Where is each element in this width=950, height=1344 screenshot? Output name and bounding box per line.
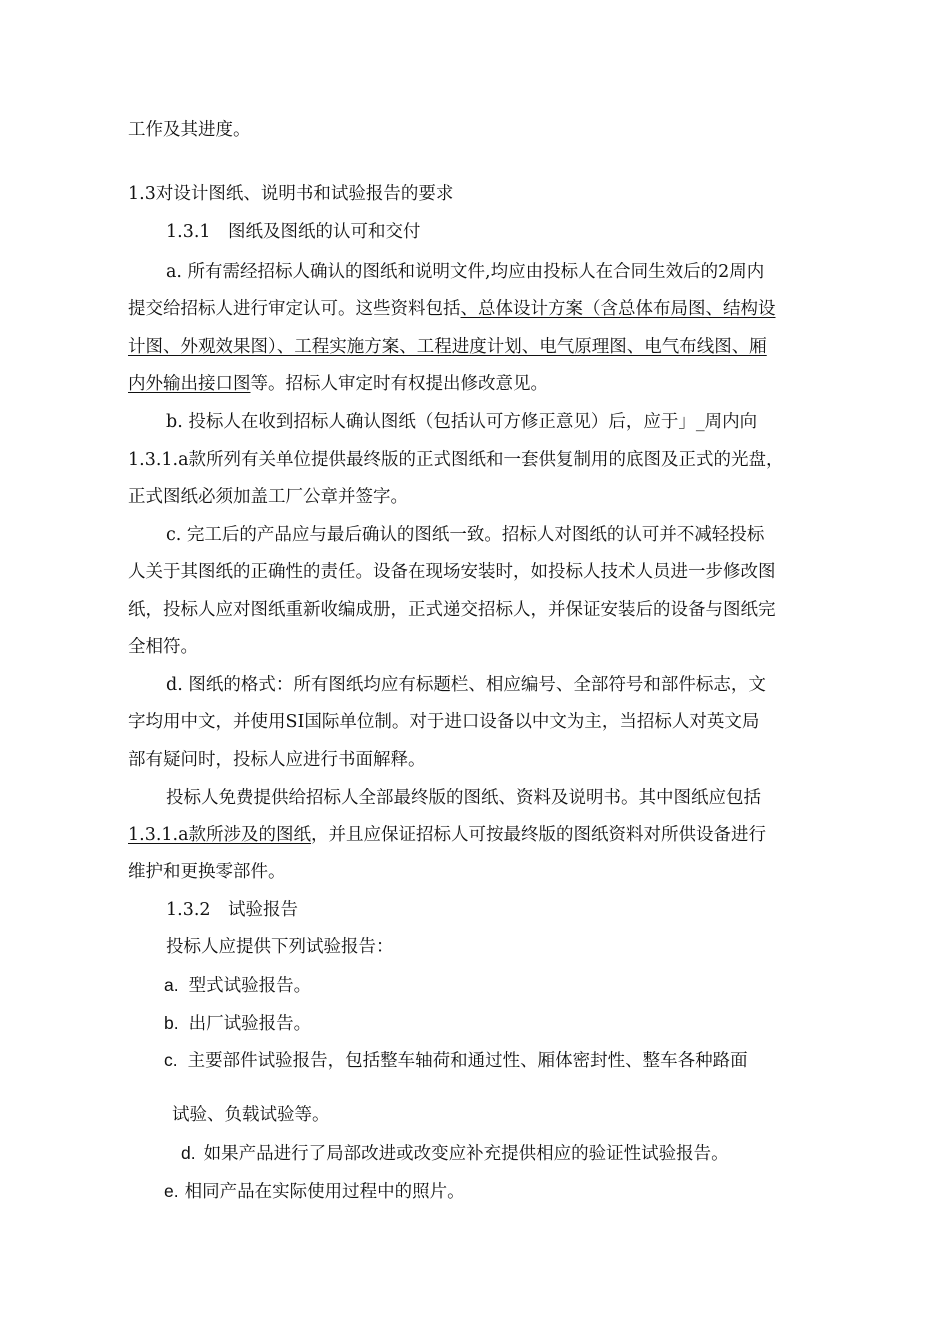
underlined-text: 、总体设计方案（含总体布局图、结构设 — [460, 299, 776, 319]
subsection-heading: 1.3.2 试验报告 — [166, 900, 299, 920]
list-marker: a. — [164, 975, 179, 995]
list-item — [164, 1010, 311, 1037]
list-marker: b. — [164, 1013, 179, 1033]
subsection-heading: 1.3.1 图纸及图纸的认可和交付 — [166, 222, 421, 242]
paragraph-text: ，并且应保证招标人可按最终版的图纸资料对所供设备进行 — [311, 825, 767, 845]
underlined-text: 内外输出接口图 — [128, 374, 251, 394]
paragraph-line: c. 完工后的产品应与最后确认的图纸一致。招标人对图纸的认可并不减轻投标 — [166, 525, 765, 545]
paragraph-line: 投标人免费提供给招标人全部最终版的图纸、资料及说明书。其中图纸应包括 — [166, 788, 761, 808]
paragraph-line: a. 所有需经招标人确认的图纸和说明文件,均应由投标人在合同生效后的2周内 — [166, 262, 765, 282]
paragraph-line: 正式图纸必须加盖工厂公章并签字。 — [128, 487, 408, 507]
paragraph-line: 字均用中文，并使用SI国际单位制。对于进口设备以中文为主，当招标人对英文局 — [128, 712, 760, 732]
list-item — [164, 1178, 465, 1205]
paragraph-line: d. 图纸的格式：所有图纸均应有标题栏、相应编号、全部符号和部件标志，文 — [166, 675, 766, 695]
paragraph-line: 工作及其进度。 — [128, 120, 251, 140]
paragraph-line: 人关于其图纸的正确性的责任。设备在现场安装时，如投标人技术人员进一步修改图 — [128, 562, 776, 582]
paragraph-line — [128, 822, 766, 848]
list-item-continuation: 试验、负载试验等。 — [172, 1105, 330, 1125]
paragraph-line: 维护和更换零部件。 — [128, 862, 286, 882]
section-heading: 1.3对设计图纸、说明书和试验报告的要求 — [128, 184, 454, 204]
paragraph-line: b. 投标人在收到招标人确认图纸（包括认可方修正意见）后，应于」_周内向 — [166, 412, 758, 432]
list-item — [164, 1047, 748, 1074]
list-item-text: 型式试验报告。 — [188, 976, 312, 996]
list-marker: c. — [164, 1050, 178, 1070]
paragraph-line: 全相符。 — [128, 637, 198, 657]
list-item-text: 出厂试验报告。 — [188, 1014, 312, 1034]
list-item — [181, 1140, 729, 1167]
list-item-text: 主要部件试验报告，包括整车轴荷和通过性、厢体密封性、整车各种路面 — [187, 1051, 748, 1071]
list-item-text: 如果产品进行了局部改进或改变应补充提供相应的验证性试验报告。 — [203, 1144, 729, 1164]
list-item — [164, 972, 311, 999]
paragraph-line: 纸，投标人应对图纸重新收编成册，正式递交招标人，并保证安装后的设备与图纸完 — [128, 600, 776, 620]
paragraph-line: 部有疑问时，投标人应进行书面解释。 — [128, 750, 426, 770]
paragraph-line: 1.3.1.a款所列有关单位提供最终版的正式图纸和一套供复制用的底图及正式的光盘， — [128, 450, 784, 470]
underlined-text: 1.3.1.a款所涉及的图纸 — [128, 825, 312, 845]
paragraph-text: 提交给招标人进行审定认可。这些资料包括 — [128, 299, 461, 319]
list-item-text: 相同产品在实际使用过程中的照片。 — [184, 1182, 465, 1202]
list-marker: d. — [181, 1143, 196, 1163]
list-marker: e. — [164, 1181, 179, 1201]
underlined-line: 计图、外观效果图）、工程实施方案、工程进度计划、电气原理图、电气布线图、厢 — [128, 337, 767, 357]
paragraph-text: 等。招标人审定时有权提出修改意见。 — [250, 374, 548, 394]
paragraph-line — [128, 296, 776, 322]
paragraph-line — [128, 371, 548, 397]
paragraph-line: 投标人应提供下列试验报告： — [166, 937, 394, 957]
